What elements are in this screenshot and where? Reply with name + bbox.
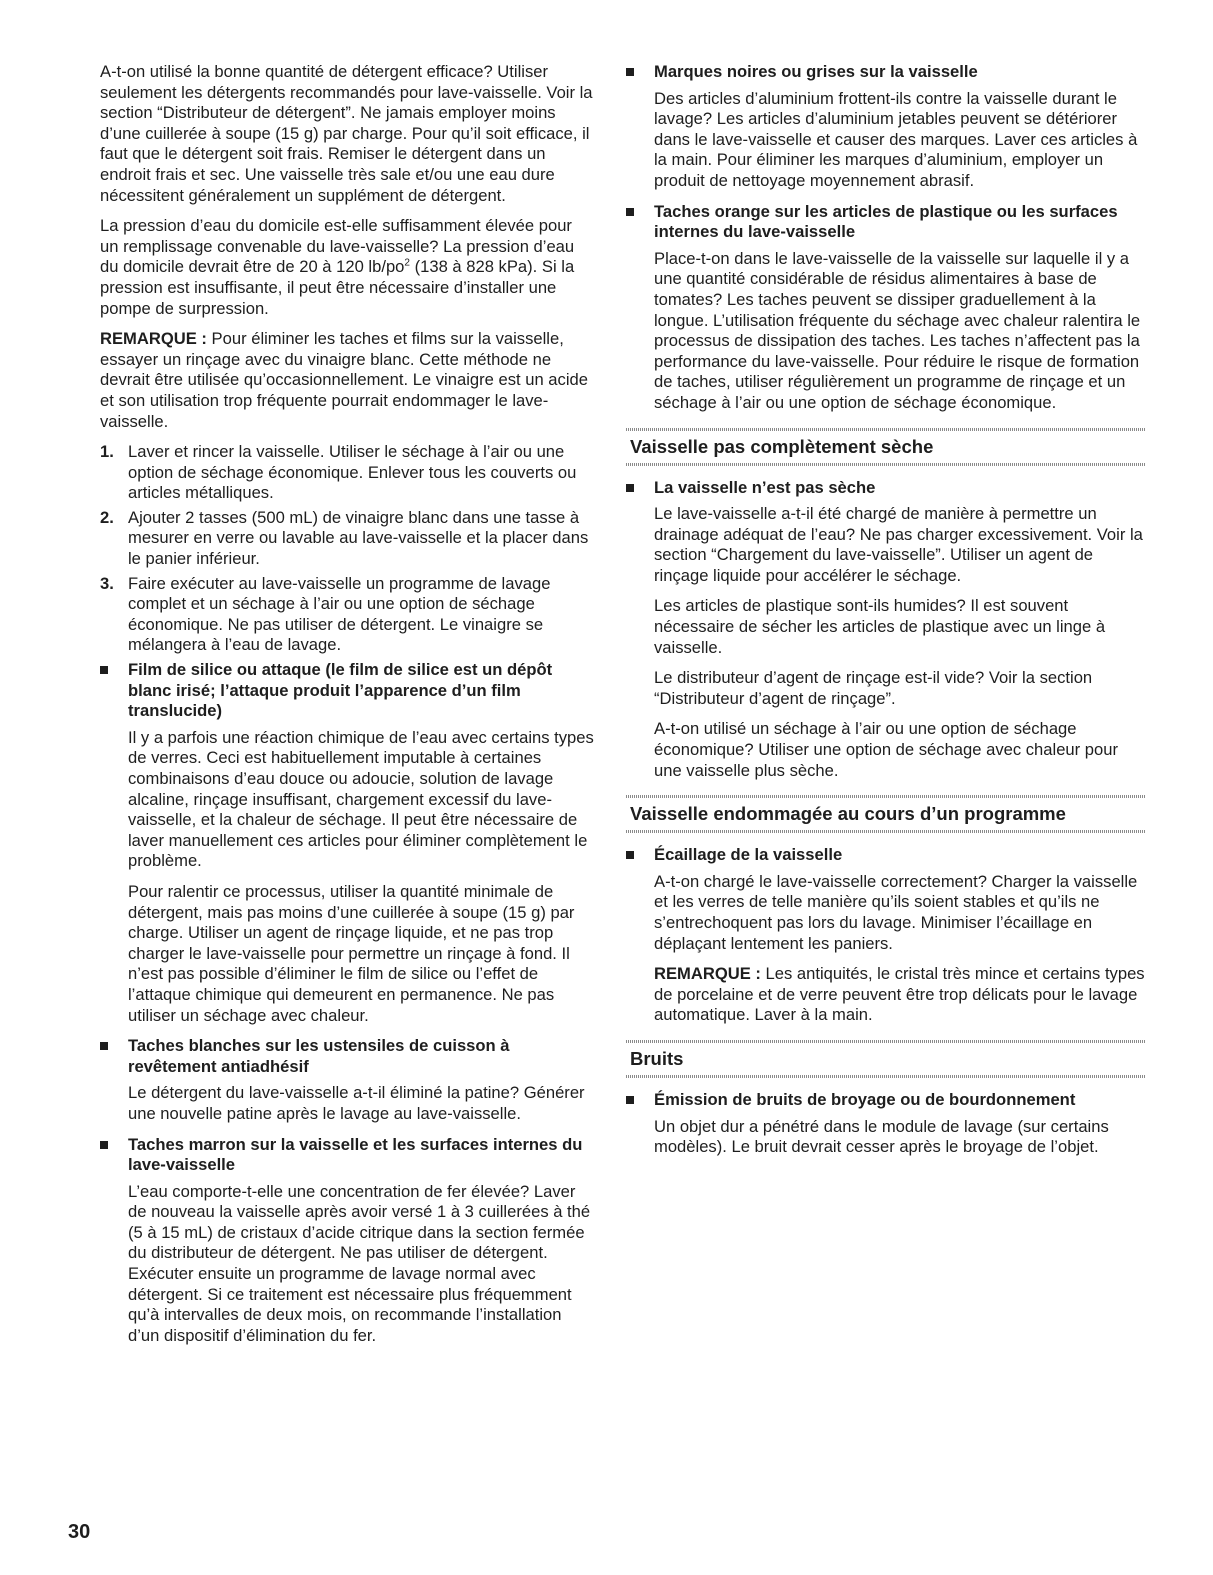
bullet-paragraph: Pour ralentir ce processus, utiliser la quantité minimale de détergent, mais pas moins d’une cuillerée à soupe (15 g) par charge. Utiliser un agent de rinçage liquide, et ne pas trop charger le lave-vaisselle pour permettre un rinçage à fond. Il n’est pas possible d’éliminer le film de silice ou l’effet de l’attaque chimique qui demeurent en permanence. Ne pas utiliser un séchage avec chaleur. bbox=[128, 881, 575, 1025]
page-number: 30 bbox=[68, 1521, 91, 1543]
bullet-paragraph: Les articles de plastique sont-ils humides? Il est souvent nécessaire de sécher les articles de plastique avec un linge à vaisselle. bbox=[654, 596, 1106, 657]
bullet-paragraph: Un objet dur a pénétré dans le module de lavage (sur certains modèles). Le bruit devrait cesser après le broyage de l’objet. bbox=[654, 1116, 1109, 1157]
bullet-paragraph: Place-t-on dans le lave-vaisselle de la vaisselle sur laquelle il y a une quantité considérable de résidus alimentaires à base de tomates? Les taches peuvent se dissiper graduellement à la longue. L’utilisation fréquente du séchage avec chaleur ralentira le processus de dissipation des taches. Les taches n’affectent pas la performance du lave-vaisselle. Pour réduire le risque de formation de taches, utiliser régulièrement un programme de rinçage et un séchage à l’air ou une option de séchage économique. bbox=[654, 248, 1141, 412]
bullet-orange-stains bbox=[626, 202, 1146, 414]
square-bullet-icon bbox=[626, 484, 634, 492]
bullet-white-spots bbox=[100, 1036, 594, 1124]
section-heading-damaged: Vaisselle endommagée au cours d’un programme bbox=[626, 795, 1146, 833]
step-item bbox=[100, 442, 594, 504]
bullet-paragraph: Le distributeur d’agent de rinçage est-il vide? Voir la section “Distributeur d’agent de rinçage”. bbox=[654, 668, 1093, 708]
square-bullet-icon bbox=[626, 851, 634, 859]
detergent-paragraph: A-t-on utilisé la bonne quantité de détergent efficace? Utiliser seulement les détergents recommandés pour lave-vaisselle. Voir la section “Distributeur de détergent”. Ne jamais employer moins d’une cuillerée à soupe (15 g) par charge. Pour qu’il soit efficace, il faut que le détergent soit frais. Remiser le détergent dans un endroit frais et sec. Une vaisselle très sale et/ou une eau dure nécessitent généralement un supplément de détergent. bbox=[100, 62, 593, 205]
step-text: Faire exécuter au lave-vaisselle un programme de lavage complet et un séchage à l’air ou une option de séchage économique. Ne pas utiliser de détergent. Le vinaigre se mélangera à l’eau de lavage. bbox=[128, 573, 551, 655]
bullet-paragraph: A-t-on chargé le lave-vaisselle correctement? Charger la vaisselle et les verres de telle manière qu’ils soient stables et qu’ils ne s’entrechoquent pas lors du lavage. Minimiser l’écaillage en déplaçant lentement les paniers. bbox=[654, 871, 1138, 953]
square-bullet-icon bbox=[100, 1141, 108, 1149]
step-text: Ajouter 2 tasses (500 mL) de vinaigre blanc dans une tasse à mesurer en verre ou lavable au lave-vaisselle et la placer dans le panier inférieur. bbox=[128, 507, 589, 569]
square-bullet-icon bbox=[626, 68, 634, 76]
superscript-2: 2 bbox=[404, 257, 410, 269]
step-text: Laver et rincer la vaisselle. Utiliser le séchage à l’air ou une option de séchage économique. Enlever tous les couverts ou articles métalliques. bbox=[128, 442, 577, 503]
square-bullet-icon bbox=[626, 1096, 634, 1104]
remarque-chipping-paragraph bbox=[654, 964, 1146, 1026]
water-pressure-paragraph bbox=[100, 216, 594, 319]
step-item bbox=[100, 574, 594, 656]
bullet-heading: Taches blanches sur les ustensiles de cuisson à revêtement antiadhésif bbox=[128, 1036, 510, 1076]
bullet-black-marks bbox=[626, 62, 1146, 192]
vinegar-steps-list bbox=[100, 442, 594, 656]
bullet-brown-stains bbox=[100, 1135, 594, 1347]
section-heading-not-dry: Vaisselle pas complètement sèche bbox=[626, 428, 1146, 466]
bullet-paragraph: L’eau comporte-t-elle une concentration de fer élevée? Laver de nouveau la vaisselle après avoir versé 1 à 3 cuillerées à thé (5 à 15 mL) de cristaux d’acide citrique dans la section fermée du distributeur de détergent. Ne pas utiliser de détergent. Exécuter ensuite un programme de lavage normal avec détergent. Si ce traitement est nécessaire plus fréquemment qu’à intervalles de deux mois, on recommande l’installation d’un dispositif d’élimination du fer. bbox=[128, 1181, 591, 1345]
bullet-heading: Émission de bruits de broyage ou de bourdonnement bbox=[654, 1089, 1076, 1109]
square-bullet-icon bbox=[100, 666, 108, 674]
remarque-vinegar-paragraph bbox=[100, 329, 594, 432]
bullet-heading: La vaisselle n’est pas sèche bbox=[654, 477, 876, 497]
bullet-paragraph: A-t-on utilisé un séchage à l’air ou une option de séchage économique? Utiliser une option de séchage avec chaleur pour une vaisselle plus sèche. bbox=[654, 719, 1119, 780]
bullet-paragraph: Des articles d’aluminium frottent-ils contre la vaisselle durant le lavage? Les articles d’aluminium jetables peuvent se détériorer dans le lave-vaisselle et causer des marques. Laver ces articles à la main. Pour éliminer les marques d’aluminium, employer un produit de nettoyage moyennement abrasif. bbox=[654, 88, 1138, 190]
remarque-label: REMARQUE : bbox=[100, 329, 207, 349]
water-pressure-text-a: La pression d’eau du domicile est-elle suffisamment élevée pour un remplissage convenable du lave-vaisselle? La pression d’eau du domicile devrait être de 20 à 120 lb/po bbox=[100, 216, 575, 277]
remarque-text: Les antiquités, le cristal très mince et certains types de porcelaine et de verre peuvent être trop délicats pour le lavage automatique. Laver à la main. bbox=[654, 964, 1145, 1025]
bullet-paragraph: Il y a parfois une réaction chimique de l’eau avec certains types de verres. Ceci est habituellement imputable à certaines combinaisons d’eau douce ou adoucie, solution de lavage alcaline, rinçage insuffisant, chargement excessif du lave-vaisselle, et la chaleur de séchage. Il peut être nécessaire de laver manuellement ces articles pour éliminer complètement le problème. bbox=[128, 727, 594, 871]
square-bullet-icon bbox=[100, 1042, 108, 1050]
bullet-heading: Écaillage de la vaisselle bbox=[654, 845, 843, 865]
water-pressure-text-b: (138 à 828 kPa). Si la pression est insuffisante, il peut être nécessaire d’installer une pompe de surpression. bbox=[100, 257, 575, 318]
square-bullet-icon bbox=[626, 208, 634, 216]
bullet-heading: Taches marron sur la vaisselle et les surfaces internes du lave-vaisselle bbox=[128, 1134, 583, 1175]
bullet-chipping bbox=[626, 845, 1146, 1026]
bullet-silica-film bbox=[100, 660, 594, 1026]
section-heading-noises: Bruits bbox=[626, 1040, 1146, 1078]
bullet-heading: Film de silice ou attaque (le film de silice est un dépôt blanc irisé; l’attaque produit l’apparence d’un film translucide) bbox=[128, 660, 553, 721]
bullet-not-dry bbox=[626, 478, 1146, 782]
left-column bbox=[100, 62, 594, 1356]
bullet-paragraph: Le lave-vaisselle a-t-il été chargé de manière à permettre un drainage adéquat de l’eau? Ne pas charger excessivement. Voir la section “Chargement du lave-vaisselle”. Utiliser un agent de rinçage liquide pour accélérer le séchage. bbox=[654, 504, 1143, 585]
right-column bbox=[626, 62, 1146, 1168]
step-number: 3. bbox=[100, 573, 114, 593]
bullet-grinding-noise bbox=[626, 1090, 1146, 1158]
remarque-label: REMARQUE : bbox=[654, 964, 761, 984]
step-number: 2. bbox=[100, 507, 114, 527]
bullet-heading: Marques noires ou grises sur la vaisselle bbox=[654, 62, 978, 81]
bullet-paragraph: Le détergent du lave-vaisselle a-t-il éliminé la patine? Générer une nouvelle patine après le lavage au lave-vaisselle. bbox=[128, 1083, 585, 1123]
bullet-heading: Taches orange sur les articles de plastique ou les surfaces internes du lave-vaisselle bbox=[654, 201, 1118, 242]
step-number: 1. bbox=[100, 442, 114, 462]
remarque-text: Pour éliminer les taches et films sur la vaisselle, essayer un rinçage avec du vinaigre blanc. Cette méthode ne devrait être utilisée qu’occasionnellement. Le vinaigre est un acide et son utilisation trop fréquente pourrait endommager le lave-vaisselle. bbox=[100, 329, 588, 431]
step-item bbox=[100, 508, 594, 570]
